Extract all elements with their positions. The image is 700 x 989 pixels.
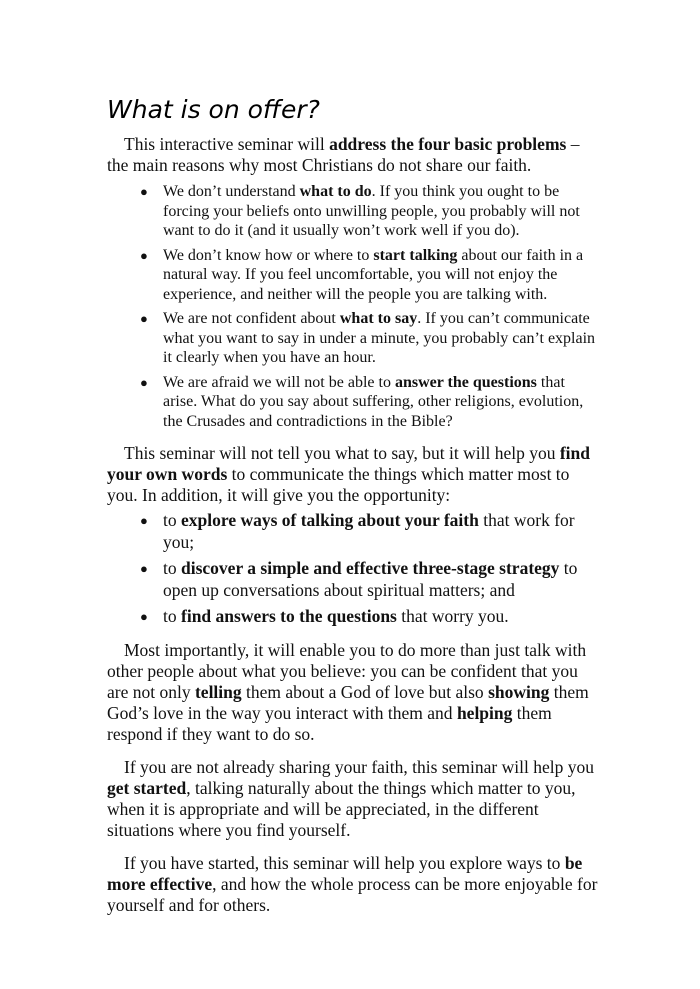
opportunities-list xyxy=(107,510,600,628)
bullet-icon: ● xyxy=(140,561,148,576)
list-item: ● to discover a simple and effective three-stage strategy to open up conversations about spiritual matters; and xyxy=(140,558,578,600)
seminar-paragraph: This seminar will not tell you what to say, but it will help you find your own words to communicate the things which matter most to you. In addition, it will give you the opportunity: xyxy=(107,443,590,505)
page-title: What is on offer? xyxy=(107,95,320,124)
list-item: ● We don’t understand what to do. If you think you ought to be forcing your beliefs onto unwilling people, you probably will not want to do it (and it usually won’t work well if you do). xyxy=(140,183,580,239)
bullet-icon: ● xyxy=(140,247,148,263)
problems-list xyxy=(107,182,600,431)
list-item: ● We don’t know how or where to start talking about our faith in a natural way. If you feel uncomfortable, you will not enjoy the experience, and neither will the people you are talking with. xyxy=(140,246,584,303)
list-item: ● We are not confident about what to say. If you can’t communicate what you want to say in under a minute, you probably can’t explain it clearly when you have an hour. xyxy=(140,310,596,366)
bullet-icon: ● xyxy=(140,513,148,528)
list-item: ● to find answers to the questions that worry you. xyxy=(140,606,509,626)
bullet-icon: ● xyxy=(140,374,148,390)
list-item: ● to explore ways of talking about your faith that work for you; xyxy=(140,510,575,552)
be-effective-paragraph: If you have started, this seminar will help you explore ways to be more effective, and how the whole process can be more enjoyable for yourself and for others. xyxy=(107,852,598,915)
get-started-paragraph: If you are not already sharing your faith, this seminar will help you get started, talking naturally about the things which matter to you, when it is appropriate and will be appreciated, in the different situations where you find yourself. xyxy=(107,756,594,840)
important-paragraph: Most importantly, it will enable you to do more than just talk with other people about what you believe: you can be confident that you are not only telling them about a God of love but also showing them God’s love in the way you interact with them and helping them respond if they want to do so. xyxy=(107,639,589,744)
intro-paragraph: This interactive seminar will address the four basic problems – the main reasons why most Christians do not share our faith. xyxy=(107,134,580,175)
bullet-icon: ● xyxy=(140,311,148,326)
bullet-icon: ● xyxy=(140,184,148,199)
bullet-icon: ● xyxy=(140,609,148,624)
list-item: ● We are afraid we will not be able to answer the questions that arise. What do you say about suffering, other religions, evolution, the Crusades and contradictions in the Bible? xyxy=(140,373,584,430)
